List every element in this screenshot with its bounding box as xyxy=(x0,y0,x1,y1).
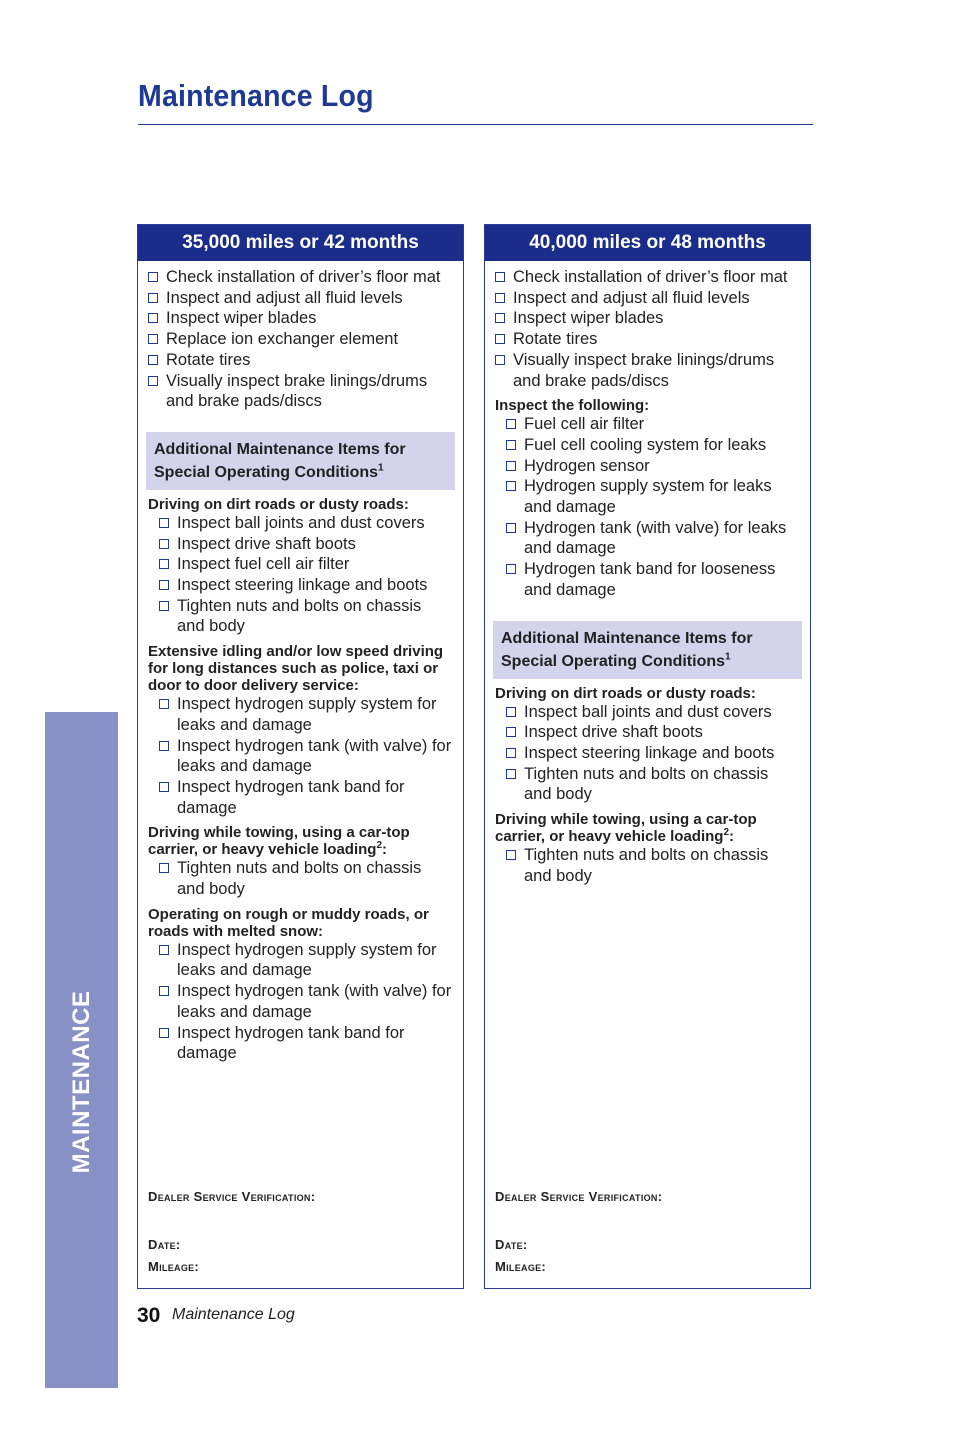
checklist-item[interactable]: Fuel cell air filter xyxy=(495,414,800,435)
checkbox-icon[interactable] xyxy=(495,272,505,282)
column-header: 35,000 miles or 42 months xyxy=(138,225,463,261)
checklist-item[interactable]: Inspect steering linkage and boots xyxy=(148,575,453,596)
checklist-item[interactable]: Tighten nuts and bolts on chassis and body xyxy=(495,764,800,805)
checkbox-icon[interactable] xyxy=(495,313,505,323)
checkbox-icon[interactable] xyxy=(148,313,158,323)
condition-heading: Driving while towing, using a car-top carrier, or heavy vehicle loading$^2$: xyxy=(495,811,757,846)
checkbox-icon[interactable] xyxy=(506,727,516,737)
dealer-verification-label: Dealer Service Verification: xyxy=(495,1189,663,1204)
checklist-item[interactable]: Visually inspect brake linings/drums and brake pads/discs xyxy=(148,371,453,412)
column-header: 40,000 miles or 48 months xyxy=(485,225,810,261)
checkbox-icon[interactable] xyxy=(148,293,158,303)
checkbox-icon[interactable] xyxy=(506,850,516,860)
checklist-item[interactable]: Inspect and adjust all fluid levels xyxy=(148,288,453,309)
checkbox-icon[interactable] xyxy=(159,699,169,709)
section-tab xyxy=(45,712,118,1388)
checkbox-icon[interactable] xyxy=(159,1028,169,1038)
checklist-item[interactable]: Inspect hydrogen tank band for damage xyxy=(148,777,453,818)
condition-heading: Driving while towing, using a car-top carrier, or heavy vehicle loading$^2$: xyxy=(148,824,410,859)
dealer-verification xyxy=(495,1190,662,1274)
checkbox-icon[interactable] xyxy=(506,440,516,450)
condition-heading: Driving on dirt roads or dusty roads: xyxy=(148,495,409,513)
checkbox-icon[interactable] xyxy=(159,986,169,996)
footer-label: Maintenance Log xyxy=(172,1306,295,1323)
checklist-item[interactable]: Hydrogen supply system for leaks and damage xyxy=(495,476,800,517)
mileage-label: Mileage: xyxy=(148,1259,200,1274)
checklist-item[interactable]: Tighten nuts and bolts on chassis and body xyxy=(148,596,453,637)
checklist-item[interactable]: Inspect hydrogen supply system for leaks and damage xyxy=(148,940,453,981)
inspect-heading: Inspect the following: xyxy=(495,397,650,415)
checklist-item[interactable]: Replace ion exchanger element xyxy=(148,329,453,350)
checklist-item[interactable]: Check installation of driver’s floor mat xyxy=(148,267,453,288)
checklist-item[interactable]: Rotate tires xyxy=(495,329,800,350)
checklist-item[interactable]: Rotate tires xyxy=(148,350,453,371)
checklist-item[interactable]: Hydrogen tank (with valve) for leaks and damage xyxy=(495,518,800,559)
additional-items-heading: Additional Maintenance Items for Special Operating Conditions$^1$ xyxy=(146,432,455,490)
checklist-item[interactable]: Fuel cell cooling system for leaks xyxy=(495,435,800,456)
checklist-item[interactable]: Visually inspect brake linings/drums and brake pads/discs xyxy=(495,350,800,391)
log-column-35000 xyxy=(137,224,464,1289)
checklist-item[interactable]: Inspect drive shaft boots xyxy=(495,722,800,743)
checklist-item[interactable]: Inspect ball joints and dust covers xyxy=(148,513,453,534)
checklist-item[interactable]: Hydrogen tank band for looseness and damage xyxy=(495,559,800,600)
checklist-item[interactable]: Inspect steering linkage and boots xyxy=(495,743,800,764)
checklist-item[interactable]: Check installation of driver’s floor mat xyxy=(495,267,800,288)
condition-heading: Driving on dirt roads or dusty roads: xyxy=(495,684,756,702)
checklist-item[interactable]: Inspect hydrogen supply system for leaks and damage xyxy=(148,694,453,735)
checkbox-icon[interactable] xyxy=(506,707,516,717)
checklist-item[interactable]: Inspect fuel cell air filter xyxy=(148,554,453,575)
checklist-item[interactable]: Inspect and adjust all fluid levels xyxy=(495,288,800,309)
checkbox-icon[interactable] xyxy=(495,334,505,344)
date-label: Date: xyxy=(148,1237,181,1252)
checkbox-icon[interactable] xyxy=(159,782,169,792)
title-rule xyxy=(138,124,813,125)
checkbox-icon[interactable] xyxy=(506,419,516,429)
checkbox-icon[interactable] xyxy=(159,601,169,611)
checklist-item[interactable]: Tighten nuts and bolts on chassis and body xyxy=(495,845,800,886)
page-title: Maintenance Log xyxy=(138,78,374,113)
checkbox-icon[interactable] xyxy=(159,539,169,549)
checklist-item[interactable]: Inspect drive shaft boots xyxy=(148,534,453,555)
checkbox-icon[interactable] xyxy=(159,741,169,751)
checkbox-icon[interactable] xyxy=(506,769,516,779)
checkbox-icon[interactable] xyxy=(159,945,169,955)
checklist-item[interactable]: Tighten nuts and bolts on chassis and body xyxy=(148,858,453,899)
checklist-item[interactable]: Inspect wiper blades xyxy=(495,308,800,329)
dealer-verification-label: Dealer Service Verification: xyxy=(148,1189,316,1204)
checkbox-icon[interactable] xyxy=(506,748,516,758)
checkbox-icon[interactable] xyxy=(148,272,158,282)
checkbox-icon[interactable] xyxy=(159,559,169,569)
checklist-item[interactable]: Inspect hydrogen tank band for damage xyxy=(148,1023,453,1064)
checklist-item[interactable]: Inspect ball joints and dust covers xyxy=(495,702,800,723)
checkbox-icon[interactable] xyxy=(148,376,158,386)
checklist-item[interactable]: Inspect hydrogen tank (with valve) for leaks and damage xyxy=(148,981,453,1022)
checkbox-icon[interactable] xyxy=(506,564,516,574)
additional-items-heading: Additional Maintenance Items for Special Operating Conditions$^1$ xyxy=(493,621,802,679)
condition-heading: Extensive idling and/or low speed driving for long distances such as police, taxi or door to door delivery service: xyxy=(148,643,444,695)
checkbox-icon[interactable] xyxy=(506,461,516,471)
dealer-verification xyxy=(148,1190,315,1274)
checkbox-icon[interactable] xyxy=(159,863,169,873)
checkbox-icon[interactable] xyxy=(148,334,158,344)
page-number: 30 xyxy=(137,1304,161,1327)
date-label: Date: xyxy=(495,1237,528,1252)
checkbox-icon[interactable] xyxy=(495,355,505,365)
section-tab-label: MAINTENANCE xyxy=(67,990,95,1174)
checkbox-icon[interactable] xyxy=(495,293,505,303)
log-column-40000 xyxy=(484,224,811,1289)
checkbox-icon[interactable] xyxy=(159,580,169,590)
checkbox-icon[interactable] xyxy=(506,481,516,491)
checkbox-icon[interactable] xyxy=(506,523,516,533)
checklist-item[interactable]: Hydrogen sensor xyxy=(495,456,800,477)
checkbox-icon[interactable] xyxy=(148,355,158,365)
mileage-label: Mileage: xyxy=(495,1259,547,1274)
condition-heading: Operating on rough or muddy roads, or roads with melted snow: xyxy=(148,905,429,940)
checkbox-icon[interactable] xyxy=(159,518,169,528)
checklist-item[interactable]: Inspect hydrogen tank (with valve) for leaks and damage xyxy=(148,736,453,777)
checklist-item[interactable]: Inspect wiper blades xyxy=(148,308,453,329)
